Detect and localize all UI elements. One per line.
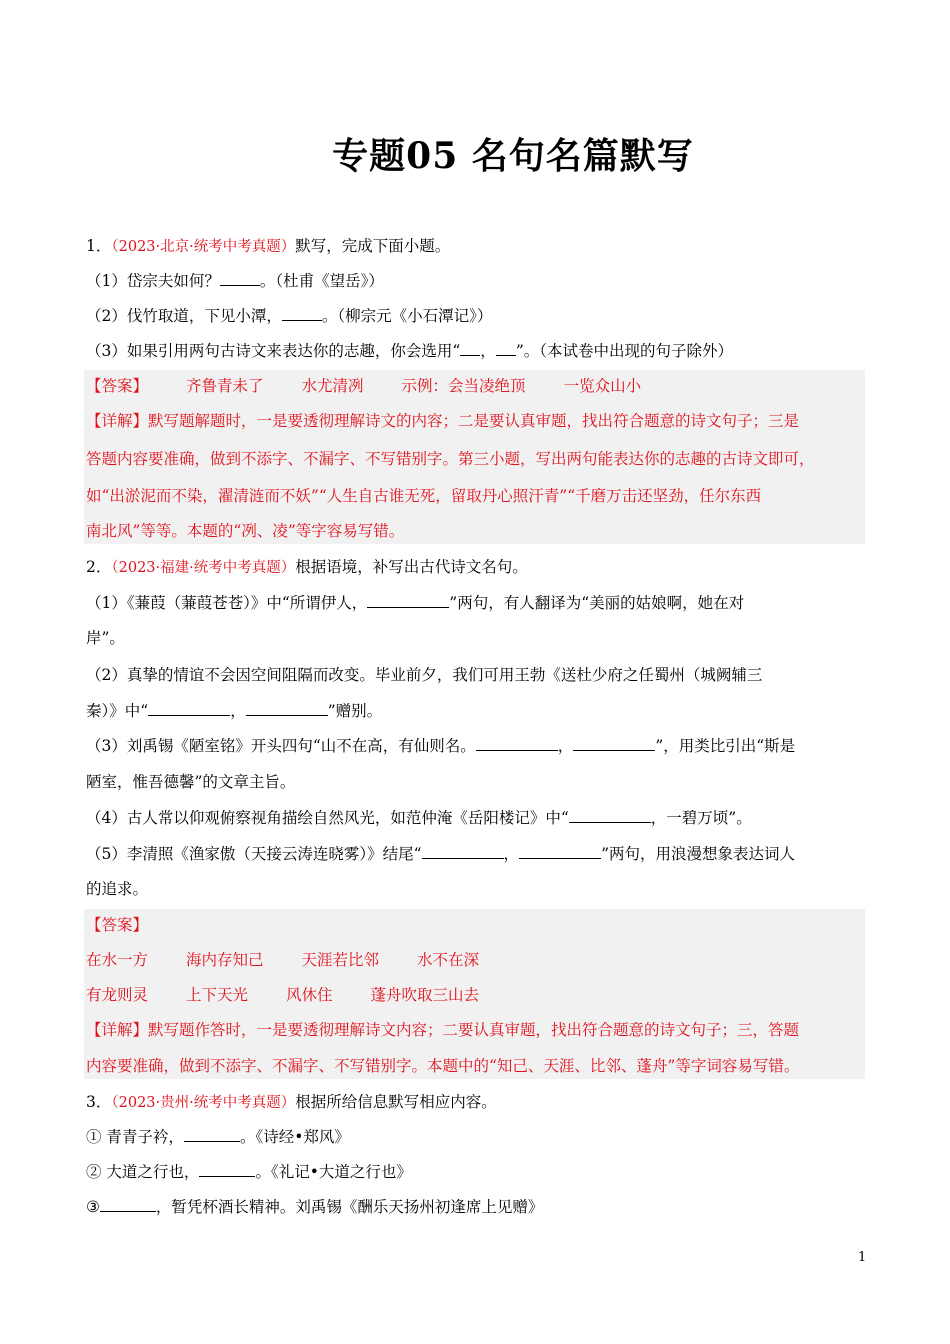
answer-item: 有龙则灵 bbox=[86, 986, 149, 1004]
q3-i1-pre: ① 青青子衿， bbox=[86, 1128, 184, 1146]
q1-stem bbox=[86, 236, 450, 257]
answer-blank[interactable] bbox=[422, 844, 504, 859]
answer-blank[interactable] bbox=[184, 1127, 240, 1142]
answer-item: 风休住 bbox=[286, 986, 333, 1004]
q3-i3-post: ，暂凭杯酒长精神。刘禹锡《酬乐天扬州初逢席上见赠》 bbox=[155, 1198, 544, 1216]
q1-detail-line: 答题内容要准确，做到不添字、不漏字、不写错别字。第三小题，写出两句能表达你的志趣的古诗文即可， bbox=[86, 450, 815, 468]
answer-item: 齐鲁青未了 bbox=[186, 377, 264, 395]
q2-stem-text: 根据语境，补写出古代诗文名句。 bbox=[295, 558, 528, 576]
q2-answer-label: 【答案】 bbox=[86, 916, 149, 934]
q2-s2-mid: ， bbox=[230, 702, 246, 720]
q2-sub5-cont: 的追求。 bbox=[86, 880, 149, 898]
q1-answer bbox=[86, 376, 641, 396]
q2-number: 2． bbox=[86, 558, 112, 576]
q1-sub2-post: 。（柳宗元《小石潭记》） bbox=[321, 307, 493, 325]
answer-blank[interactable] bbox=[519, 844, 601, 859]
q3-i1-post: 。《诗经•郑风》 bbox=[239, 1128, 350, 1146]
q2-s2-pre: 秦）》中“ bbox=[86, 702, 149, 720]
q2-answers-row2 bbox=[86, 985, 479, 1005]
q2-sub1 bbox=[86, 593, 744, 613]
answer-blank[interactable] bbox=[496, 341, 516, 356]
q2-sub3-cont: 陋室，惟吾德馨”的文章主旨。 bbox=[86, 773, 296, 791]
q2-s3-post: ”，用类比引出“斯是 bbox=[655, 737, 796, 755]
q2-s4-post: ，一碧万顷”。 bbox=[650, 809, 752, 827]
q2-s5-post: ”两句，用浪漫想象表达词人 bbox=[601, 845, 795, 863]
q1-sub1-post: 。（杜甫《望岳》） bbox=[259, 272, 384, 290]
page-title: 专题05 名句名篇默写 bbox=[332, 135, 694, 177]
q3-i3-pre: ③ bbox=[86, 1198, 100, 1216]
q1-sub1 bbox=[86, 271, 384, 291]
q2-s1-post: ”两句，有人翻译为“美丽的姑娘啊，她在对 bbox=[449, 594, 745, 612]
q1-sub3-post: ”。（本试卷中出现的句子除外） bbox=[515, 342, 733, 360]
q1-sub3-mid: ， bbox=[480, 342, 496, 360]
answer-blank[interactable] bbox=[246, 701, 328, 716]
answer-item: 海内存知己 bbox=[186, 951, 264, 969]
answer-item: 水不在深 bbox=[417, 951, 480, 969]
q1-sub3 bbox=[86, 341, 733, 361]
q1-detail-line: 南北风”等等。本题的“冽、凌”等字容易写错。 bbox=[86, 522, 405, 540]
answer-blank[interactable] bbox=[148, 701, 230, 716]
answer-blank[interactable] bbox=[100, 1197, 156, 1212]
q2-sub1-cont: 岸”。 bbox=[86, 629, 125, 647]
answer-item: 在水一方 bbox=[86, 951, 149, 969]
answer-item: 示例：会当凌绝顶 bbox=[401, 377, 526, 395]
q1-sub1-pre: （1）岱宗夫如何？ bbox=[86, 272, 220, 290]
q1-sub2-pre: （2）伐竹取道，下见小潭， bbox=[86, 307, 282, 325]
answer-blank[interactable] bbox=[476, 736, 558, 751]
answer-blank[interactable] bbox=[367, 593, 449, 608]
q2-s4-pre: （4）古人常以仰观俯察视角描绘自然风光，如范仲淹《岳阳楼记》中“ bbox=[86, 809, 569, 827]
page-number: 1 bbox=[858, 1250, 867, 1265]
answer-item: 蓬舟吹取三山去 bbox=[370, 986, 480, 1004]
q2-s5-mid: ， bbox=[503, 845, 520, 863]
q1-number: 1． bbox=[86, 237, 112, 255]
answer-blank[interactable] bbox=[460, 341, 480, 356]
answer-blank[interactable] bbox=[199, 1162, 255, 1177]
q2-answers-row1 bbox=[86, 950, 479, 970]
q3-number: 3． bbox=[86, 1093, 112, 1111]
q2-sub4 bbox=[86, 808, 752, 828]
q2-sub2-cont bbox=[86, 701, 382, 721]
q1-source: （2023·北京·统考中考真题） bbox=[111, 239, 296, 255]
q2-detail-line: 【详解】默写题作答时，一是要透彻理解诗文内容；二要认真审题，找出符合题意的诗文句子；三，答题 bbox=[86, 1021, 800, 1039]
q3-source: （2023·贵州·统考中考真题） bbox=[111, 1095, 296, 1111]
answer-item: 水尤清冽 bbox=[301, 377, 364, 395]
q2-s5-pre: （5）李清照《渔家傲（天接云涛连晓雾）》结尾“ bbox=[86, 845, 422, 863]
answer-item: 一览众山小 bbox=[563, 377, 642, 395]
q3-stem-text: 根据所给信息默写相应内容。 bbox=[295, 1093, 497, 1111]
answer-blank[interactable] bbox=[220, 271, 260, 286]
q2-sub2: （2）真挚的情谊不会因空间阻隔而改变。毕业前夕，我们可用王勃《送杜少府之任蜀州（城阙辅三 bbox=[86, 666, 763, 684]
q3-i2-post: 。《礼记•大道之行也》 bbox=[255, 1163, 412, 1181]
q1-sub2 bbox=[86, 306, 492, 326]
answer-blank[interactable] bbox=[569, 808, 651, 823]
q2-detail-line: 内容要准确，做到不添字、不漏字、不写错别字。本题中的“知己、天涯、比邻、蓬舟”等字词容易写错。 bbox=[86, 1057, 800, 1075]
answer-blank[interactable] bbox=[282, 306, 322, 321]
q1-sub3-pre: （3）如果引用两句古诗文来表达你的志趣，你会选用“ bbox=[86, 342, 461, 360]
q2-s1-pre: （1）《蒹葭（蒹葭苍苍）》中“所谓伊人， bbox=[86, 594, 368, 612]
q3-stem bbox=[86, 1092, 497, 1113]
answer-blank[interactable] bbox=[573, 736, 655, 751]
q2-sub5 bbox=[86, 844, 795, 864]
q2-stem bbox=[86, 557, 528, 578]
answer-label: 【答案】 bbox=[86, 377, 149, 395]
answer-item: 天涯若比邻 bbox=[301, 951, 380, 969]
q2-sub3 bbox=[86, 736, 795, 756]
q2-s3-pre: （3）刘禹锡《陋室铭》开头四句“山不在高，有仙则名。 bbox=[86, 737, 476, 755]
q3-item1 bbox=[86, 1127, 350, 1147]
q1-detail-line: 【详解】默写题解题时，一是要透彻理解诗文的内容；二是要认真审题，找出符合题意的诗文句子；三是 bbox=[86, 412, 800, 430]
q3-i2-pre: ② 大道之行也， bbox=[86, 1163, 200, 1181]
q2-source: （2023·福建·统考中考真题） bbox=[111, 560, 296, 576]
q3-item3 bbox=[86, 1197, 543, 1217]
q1-stem-text: 默写，完成下面小题。 bbox=[295, 237, 451, 255]
q2-s3-mid: ， bbox=[557, 737, 574, 755]
q3-item2 bbox=[86, 1162, 412, 1182]
q1-detail-line: 如“出淤泥而不染，濯清涟而不妖”“人生自古谁无死，留取丹心照汗青”“千磨万击还坚劲，任尔东西 bbox=[86, 487, 762, 505]
answer-item: 上下天光 bbox=[186, 986, 249, 1004]
q2-s2-post: ”赠别。 bbox=[327, 702, 383, 720]
